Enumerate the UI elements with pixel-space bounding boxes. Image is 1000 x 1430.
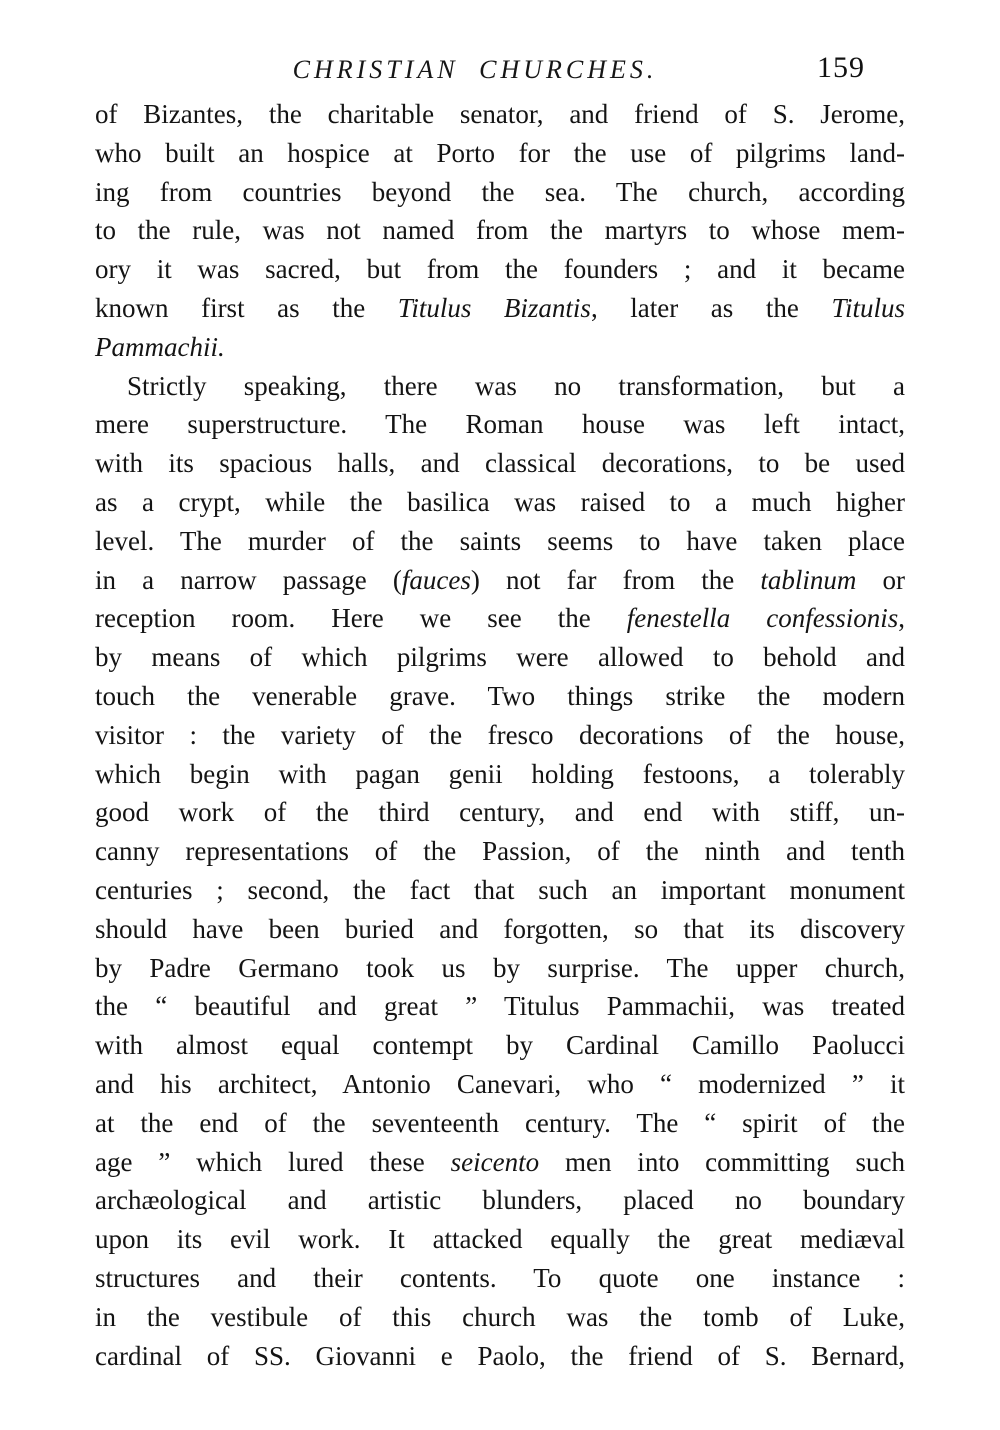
italic-text-run: Titulus xyxy=(831,292,905,323)
text-line xyxy=(95,250,905,289)
text-run: upon its evil work. It attacked equally the great mediæval xyxy=(95,1224,905,1255)
text-line xyxy=(95,871,905,910)
text-line xyxy=(95,1143,905,1182)
text-run: at the end of the seventeenth century. The “ spirit of the xyxy=(95,1107,905,1138)
text-line xyxy=(95,677,905,716)
text-line xyxy=(95,599,905,638)
text-run: of Bizantes, the charitable senator, and friend of S. Jerome, xyxy=(95,99,905,129)
text-run: reception room. Here we see the xyxy=(95,603,627,634)
text-line xyxy=(95,1026,905,1065)
text-line xyxy=(95,1259,905,1298)
text-line xyxy=(95,1220,905,1259)
text-run: touch the venerable grave. Two things strike the modern xyxy=(95,680,905,711)
text-line xyxy=(95,949,905,988)
text-run: or xyxy=(856,564,905,595)
text-run: who built an hospice at Porto for the use of pilgrims land- xyxy=(95,137,905,168)
text-line xyxy=(95,793,905,832)
text-run: structures and their contents. To quote one instance : xyxy=(95,1262,905,1293)
text-line xyxy=(95,561,905,600)
text-run: by means of which pilgrims were allowed to behold and xyxy=(95,642,905,673)
text-run: which begin with pagan genii holding festoons, a tolerably xyxy=(95,758,905,789)
text-run: visitor : the variety of the fresco decorations of the house, xyxy=(95,719,905,750)
text-line xyxy=(95,1298,905,1337)
text-run: archæological and artistic blunders, placed no boundary xyxy=(95,1185,905,1216)
text-line xyxy=(95,444,905,483)
page-number: 159 xyxy=(817,51,865,84)
text-run: , xyxy=(898,603,905,634)
text-run: ing from countries beyond the sea. The church, according xyxy=(95,176,905,207)
text-line xyxy=(95,1181,905,1220)
text-line xyxy=(95,1065,905,1104)
text-run: mere superstructure. The Roman house was left intact, xyxy=(95,409,905,440)
text-line xyxy=(95,987,905,1026)
text-run: level. The murder of the saints seems to have taken place xyxy=(95,525,905,556)
text-run: centuries ; second, the fact that such an important monument xyxy=(95,874,905,905)
text-line xyxy=(95,755,905,794)
text-run: and his architect, Antonio Canevari, who “ modernized ” it xyxy=(95,1068,905,1099)
text-run: as a crypt, while the basilica was raised to a much higher xyxy=(95,486,905,517)
italic-text-run: Pammachii. xyxy=(95,331,225,362)
text-line xyxy=(95,483,905,522)
text-run: should have been buried and forgotten, so that its discovery xyxy=(95,913,905,944)
text-column xyxy=(95,95,905,1375)
running-header xyxy=(95,51,905,95)
text-run: with its spacious halls, and classical decorations, to be used xyxy=(95,448,905,479)
text-run: known first as the xyxy=(95,292,398,323)
text-line xyxy=(95,910,905,949)
italic-text-run: Titulus Bizantis xyxy=(397,292,591,323)
text-run: ) not far from the xyxy=(470,564,761,595)
text-run: in a narrow passage ( xyxy=(95,564,402,595)
text-line xyxy=(95,211,905,250)
text-line xyxy=(95,173,905,212)
text-run: in the vestibule of this church was the tomb of Luke, xyxy=(95,1301,905,1332)
paragraph xyxy=(95,367,905,1376)
running-head-title: CHRISTIAN CHURCHES. xyxy=(292,55,658,84)
text-line xyxy=(95,134,905,173)
text-run: age ” which lured these xyxy=(95,1146,451,1177)
text-run: ory it was sacred, but from the founders ; and it became xyxy=(95,254,905,285)
text-run: men into committing such xyxy=(539,1146,905,1177)
italic-text-run: tablinum xyxy=(760,564,857,595)
text-line xyxy=(95,328,905,367)
text-run: Strictly speaking, there was no transformation, but a xyxy=(127,370,905,401)
text-line xyxy=(95,716,905,755)
text-line xyxy=(95,832,905,871)
text-run: good work of the third century, and end with stiff, un- xyxy=(95,797,905,828)
text-run: with almost equal contempt by Cardinal Camillo Paolucci xyxy=(95,1030,905,1061)
text-line xyxy=(95,405,905,444)
text-line xyxy=(95,638,905,677)
paragraph xyxy=(95,95,905,367)
text-run: to the rule, was not named from the martyrs to whose mem- xyxy=(95,215,905,246)
text-run: the “ beautiful and great ” Titulus Pammachii, was treated xyxy=(95,991,905,1022)
text-line xyxy=(95,367,905,406)
italic-text-run: seicento xyxy=(450,1146,540,1177)
text-run: cardinal of SS. Giovanni e Paolo, the friend of S. Bernard, xyxy=(95,1340,905,1371)
text-line xyxy=(95,522,905,561)
italic-text-run: fenestella confessionis xyxy=(626,603,899,634)
text-line xyxy=(95,95,905,134)
text-run: , later as the xyxy=(590,292,832,323)
text-line xyxy=(95,1104,905,1143)
text-line xyxy=(95,1337,905,1376)
text-run: by Padre Germano took us by surprise. The upper church, xyxy=(95,952,905,983)
italic-text-run: fauces xyxy=(401,564,471,595)
text-line xyxy=(95,289,905,328)
text-run: canny representations of the Passion, of the ninth and tenth xyxy=(95,836,905,867)
